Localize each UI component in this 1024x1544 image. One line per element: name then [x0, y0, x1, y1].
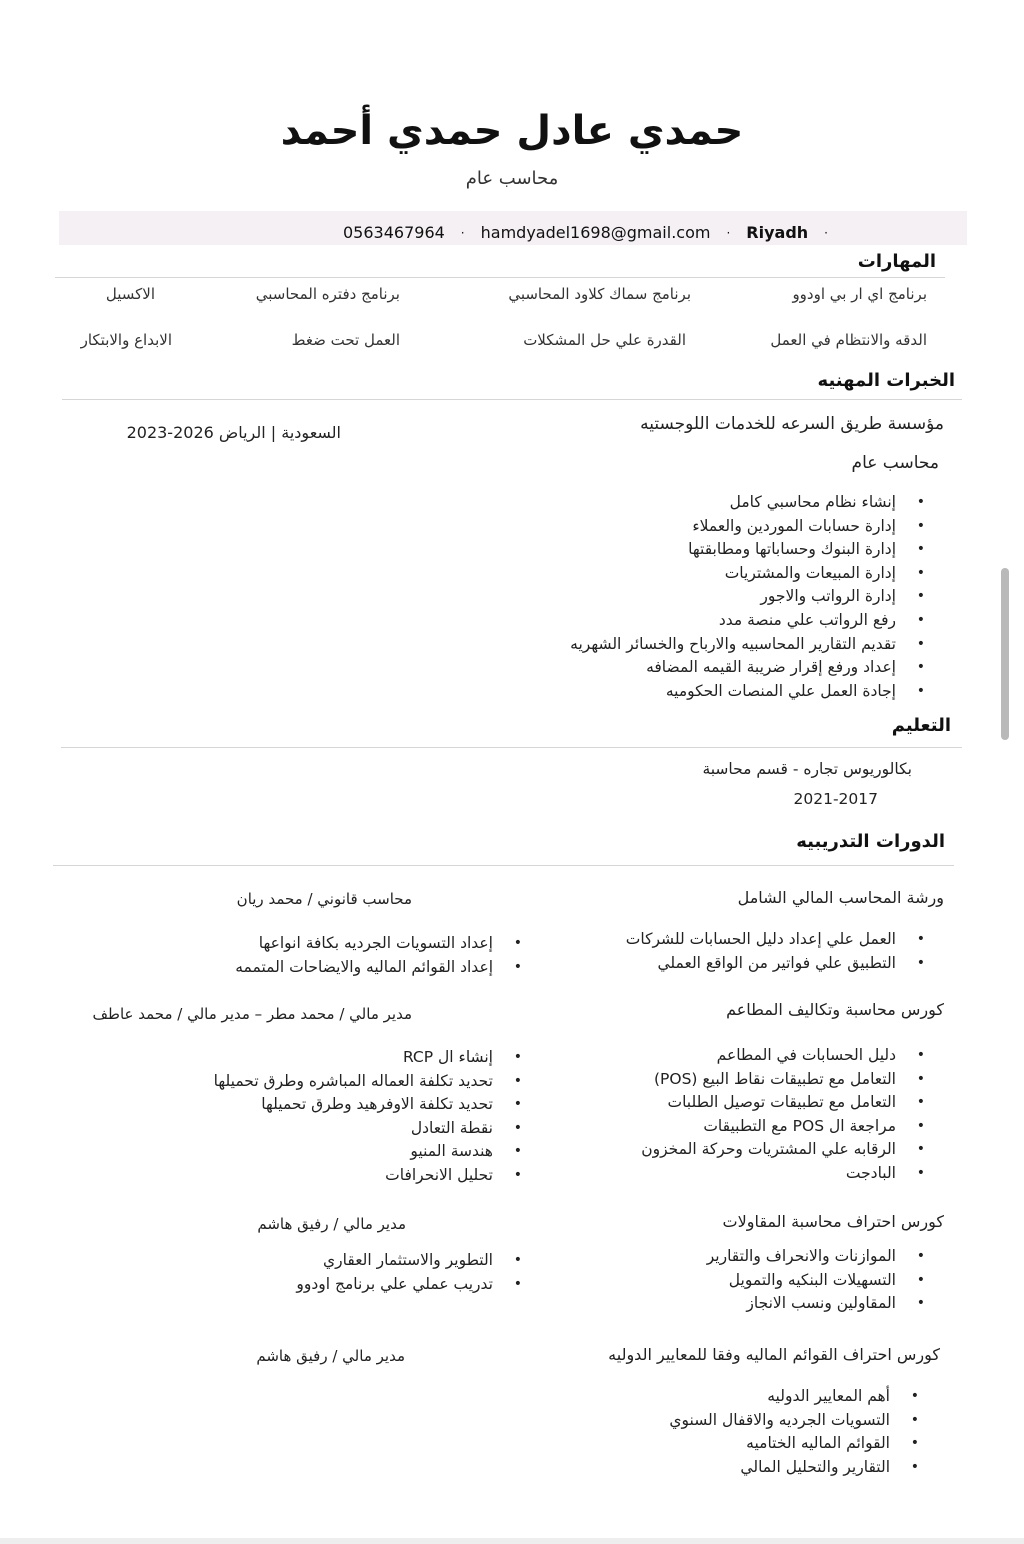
list-item: • التطبيق علي فواتير من الواقع العملي [626, 952, 925, 976]
skill-item: الابداع والابتكار [80, 331, 172, 349]
list-item: • نقطة التعادل [214, 1117, 522, 1141]
separator: · [824, 225, 828, 240]
list-item: • إدارة حسابات الموردين والعملاء [570, 515, 925, 539]
skill-item: برنامج اي ار بي اودوو [792, 285, 927, 303]
list-item: • إعداد القوائم الماليه والايضاحات المتممه [235, 956, 522, 980]
list-item: • القوائم الماليه الختاميه [669, 1432, 919, 1456]
list-item: • دليل الحسابات في المطاعم [641, 1044, 925, 1068]
company-name: مؤسسة طريق السرعه للخدمات اللوجستيه [640, 414, 944, 434]
list-item: • تقديم التقارير المحاسبيه والارباح والخسائر الشهريه [570, 633, 925, 657]
skill-item: العمل تحت ضغط [291, 331, 400, 349]
course-title: كورس احتراف القوائم الماليه وفقا للمعايير الدوليه [608, 1345, 940, 1364]
list-item: • تحديد تكلفة الاوفرهيد وطرق تحميلها [214, 1093, 522, 1117]
experience-heading: الخبرات المهنيه [817, 370, 955, 391]
course-trainer: مدير مالي / رفيق هاشم [256, 1347, 405, 1365]
list-item: • التعامل مع تطبيقات توصيل الطلبات [641, 1091, 925, 1115]
course-points [669, 1385, 919, 1479]
skill-item: الدقه والانتظام في العمل [770, 331, 927, 349]
course-points [641, 1044, 925, 1186]
list-item: • المقاولين ونسب الانجاز [707, 1292, 925, 1316]
duties-list [570, 491, 925, 703]
list-item: • مراجعة ال POS مع التطبيقات [641, 1115, 925, 1139]
bottom-edge [0, 1538, 1024, 1544]
location-dates: السعودية | الرياض 2026-2023 [126, 423, 341, 442]
list-item: • تحليل الانحرافات [214, 1164, 522, 1188]
list-item: • الموازنات والانحراف والتقارير [707, 1245, 925, 1269]
skill-item: برنامج سماك كلاود المحاسبي [508, 285, 691, 303]
skills-heading: المهارات [857, 251, 936, 272]
list-item: • إدارة البنوك وحساباتها ومطابقتها [570, 538, 925, 562]
resume-name: حمدي عادل حمدي أحمد [280, 108, 744, 154]
phone-number: 0563467964 [343, 223, 445, 242]
contact-bar [59, 211, 967, 245]
course-title: كورس محاسبة وتكاليف المطاعم [726, 1000, 944, 1019]
course-trainer: مدير مالي / محمد مطر – مدير مالي / محمد عاطف [92, 1005, 412, 1023]
list-item: • هندسة المنيو [214, 1140, 522, 1164]
course-trainer: مدير مالي / رفيق هاشم [257, 1215, 406, 1233]
course-trainer: محاسب قانوني / محمد ريان [236, 890, 412, 908]
course-points [235, 932, 522, 979]
list-item: • إجادة العمل علي المنصات الحكوميه [570, 680, 925, 704]
course-title: كورس احتراف محاسبة المقاولات [722, 1212, 944, 1231]
list-item: • التقارير والتحليل المالي [669, 1456, 919, 1480]
degree: بكالوريوس تجاره - قسم محاسبة [702, 760, 912, 778]
list-item: • إعداد التسويات الجرديه بكافة انواعها [235, 932, 522, 956]
city: Riyadh [746, 223, 809, 242]
section-divider [55, 277, 945, 278]
section-divider [61, 747, 962, 748]
list-item: • تحديد تكلفة العماله المباشره وطرق تحميلها [214, 1070, 522, 1094]
list-item: • رفع الرواتب علي منصة مدد [570, 609, 925, 633]
course-points [707, 1245, 925, 1316]
list-item: • التطوير والاستثمار العقاري [296, 1249, 522, 1273]
list-item: • العمل علي إعداد دليل الحسابات للشركات [626, 928, 925, 952]
list-item: • البادجت [641, 1162, 925, 1186]
list-item: • التسويات الجرديه والاقفال السنوي [669, 1409, 919, 1433]
email-address[interactable]: hamdyadel1698@gmail.com [480, 223, 711, 242]
scrollbar-thumb[interactable] [1001, 568, 1009, 740]
skill-item: الاكسيل [105, 285, 155, 303]
list-item: • إنشاء ال RCP [214, 1046, 522, 1070]
list-item: • التسهيلات البنكيه والتمويل [707, 1269, 925, 1293]
separator: · [726, 225, 731, 240]
separator: · [460, 225, 465, 240]
contact-info [343, 223, 844, 242]
list-item: • تدريب عملي علي برنامج اودوو [296, 1273, 522, 1297]
section-divider [53, 865, 954, 866]
list-item: • إعداد ورفع إقرار ضريبة القيمه المضافه [570, 656, 925, 680]
list-item: • إدارة المبيعات والمشتريات [570, 562, 925, 586]
list-item: • التعامل مع تطبيقات نقاط البيع (POS) [641, 1068, 925, 1092]
list-item: • أهم المعايير الدوليه [669, 1385, 919, 1409]
job-title: محاسب عام [465, 168, 559, 189]
section-divider [62, 399, 962, 400]
role-title: محاسب عام [851, 453, 939, 473]
course-points [296, 1249, 522, 1296]
education-heading: التعليم [891, 715, 951, 736]
course-points [626, 928, 925, 975]
courses-heading: الدورات التدريبيه [796, 831, 945, 852]
education-years: 2021-2017 [793, 790, 878, 808]
skill-item: برنامج دفتره المحاسبي [255, 285, 400, 303]
course-points [214, 1046, 522, 1188]
course-title: ورشة المحاسب المالي الشامل [737, 888, 944, 907]
skill-item: القدرة علي حل المشكلات [523, 331, 686, 349]
list-item: • إدارة الرواتب والاجور [570, 585, 925, 609]
scrollbar-track[interactable] [1008, 0, 1024, 1544]
list-item: • إنشاء نظام محاسبي كامل [570, 491, 925, 515]
list-item: • الرقابه علي المشتريات وحركة المخزون [641, 1138, 925, 1162]
